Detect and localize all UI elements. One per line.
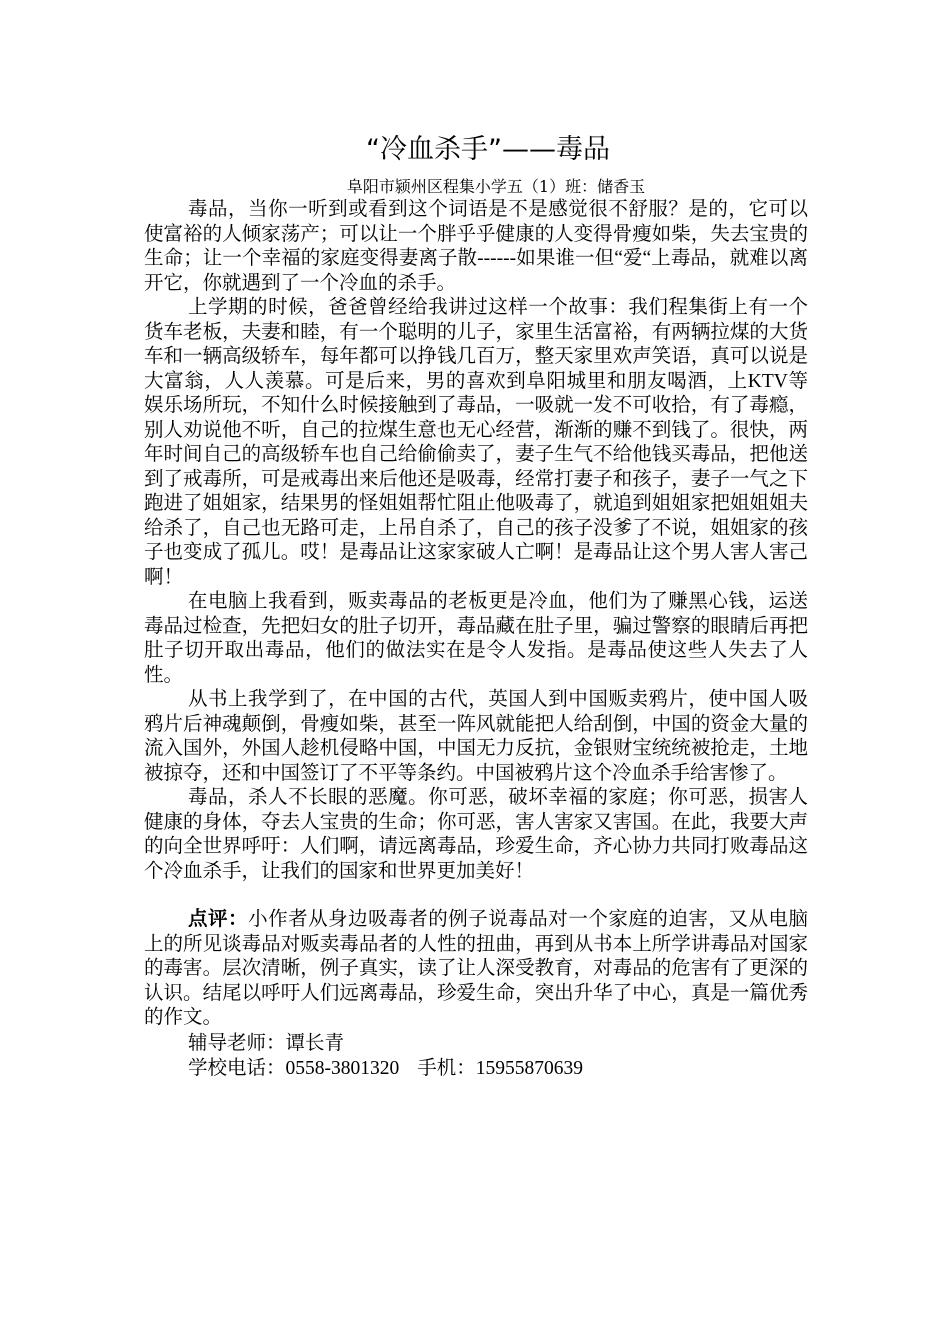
mobile-phone: 手机：15955870639	[417, 1057, 584, 1079]
contact-line	[144, 1056, 808, 1081]
essay-paragraph-3: 在电脑上我看到，贩卖毒品的老板更是冷血，他们为了赚黑心钱，运送毒品过检查，先把妇女的肚子切开，毒品藏在肚子里，骗过警察的眼睛后再把肚子切开取出毒品，他们的做法实在是令人发指。是毒品使这些人失去了人性。	[144, 591, 808, 686]
essay-paragraph-5: 毒品，杀人不长眼的恶魔。你可恶，破坏幸福的家庭；你可恶，损害人健康的身体，夺去人宝贵的生命；你可恶，害人害家又害国。在此，我要大声的向全世界呼吁：人们啊，请远离毒品，珍爱生命，齐心协力共同打败毒品这个冷血杀手，让我们的国家和世界更加美好！	[144, 787, 808, 882]
essay-paragraph-2: 上学期的时候，爸爸曾经给我讲过这样一个故事：我们程集街上有一个货车老板，夫妻和睦，有一个聪明的儿子，家里生活富裕，有两辆拉煤的大货车和一辆高级轿车，每年都可以挣钱几百万，整天家里欢声笑语，真可以说是大富翁，人人羡慕。可是后来，男的喜欢到阜阳城里和朋友喝酒，上KTV等娱乐场所玩，不知什么时候接触到了毒品，一吸就一发不可收拾，有了毒瘾，别人劝说他不听，自己的拉煤生意也无心经营，渐渐的赚不到钱了。很快，两年时间自己的高级轿车也自己给偷偷卖了，妻子生气不给他钱买毒品，把他送到了戒毒所，可是戒毒出来后他还是吸毒，经常打妻子和孩子，妻子一气之下跑进了姐姐家，结果男的怪姐姐帮忙阻止他吸毒了，就追到姐姐家把姐姐姐夫给杀了，自己也无路可走，上吊自杀了，自己的孩子没爹了不说，姐姐家的孩子也变成了孤儿。哎！是毒品让这家家破人亡啊！是毒品让这个男人害人害己啊！	[144, 297, 808, 588]
advisor-line: 辅导老师：谭长青	[188, 1032, 345, 1054]
teacher-comment	[144, 908, 808, 1031]
comment-text: 小作者从身边吸毒者的例子说毒品对一个家庭的迫害，又从电脑上的所见谈毒品对贩卖毒品者的人性的扭曲，再到从书本上所学讲毒品对国家的毒害。层次清晰，例子真实，读了让人深受教育，对毒品的危害有了更深的认识。结尾以呼吁人们远离毒品，珍爱生命，突出升华了中心，真是一篇优秀的作文。	[144, 909, 808, 1028]
essay-title: “冷血杀手”——毒品	[366, 134, 610, 165]
school-phone: 学校电话：0558-3801320	[188, 1057, 400, 1079]
section-spacer	[144, 884, 808, 908]
author-byline: 阜阳市颍州区程集小学五（1）班：储香玉	[346, 177, 646, 196]
essay-page	[144, 130, 808, 1081]
essay-paragraph-1: 毒品，当你一听到或看到这个词语是不是感觉很不舒服？是的，它可以使富裕的人倾家荡产；可以让一个胖乎乎健康的人变得骨瘦如柴，失去宝贵的生命；让一个幸福的家庭变得妻离子散------如果谁一但“爱“上毒品，就难以离开它，你就遇到了一个冷血的杀手。	[144, 199, 808, 294]
essay-paragraph-4: 从书上我学到了，在中国的古代，英国人到中国贩卖鸦片，使中国人吸鸦片后神魂颠倒，骨瘦如柴，甚至一阵风就能把人给刮倒，中国的资金大量的流入国外，外国人趁机侵略中国，中国无力反抗，金银财宝统统被抢走，土地被掠夺，还和中国签订了不平等条约。中国被鸦片这个冷血杀手给害惨了。	[144, 689, 808, 784]
comment-label: 点评：	[188, 909, 249, 930]
